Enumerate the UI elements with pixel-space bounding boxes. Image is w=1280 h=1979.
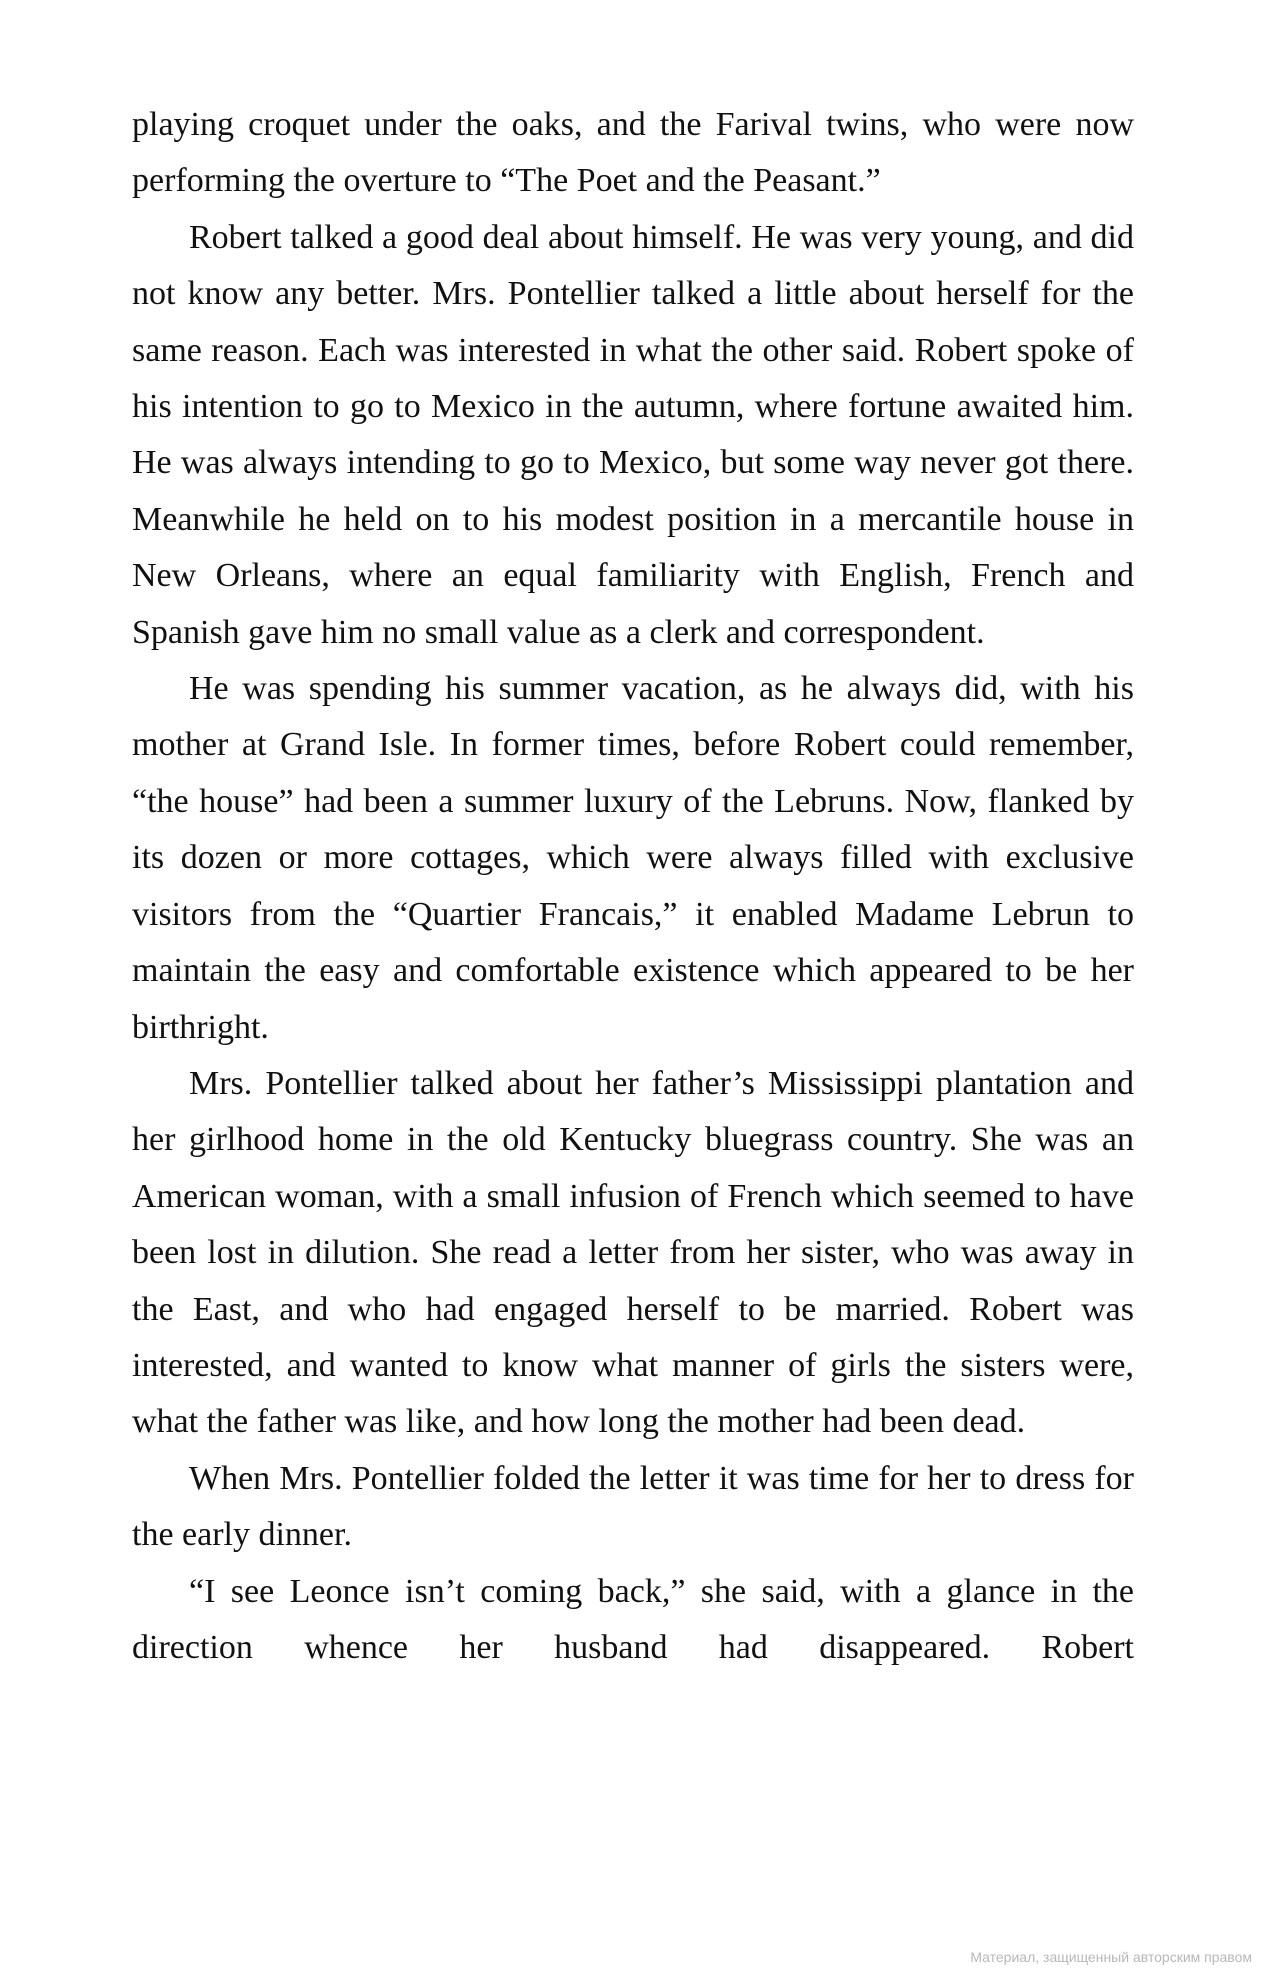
paragraph-3: He was spending his summer vacation, as he always did, with his mother at Grand Isle. In former times, before Robert could remember, “the house” had been a summer luxury of the Lebruns. Now, flanked by its dozen or more cottages, which were always filled with exclusive visitors from the “Quartier Francais,” it enabled Madame Lebrun to maintain the easy and comfortable existence which appeared to be her birthright. (132, 670, 1134, 1046)
paragraph-6: “I see Leonce isn’t coming back,” she said, with a glance in the direction whence her husband had disappeared. Robert (132, 1572, 1134, 1666)
paragraph-4: Mrs. Pontellier talked about her father’s Mississippi plantation and her girlhood home in the old Kentucky bluegrass country. She was an American woman, with a small infusion of French which seemed to have been lost in dilution. She read a letter from her sister, who was away in the East, and who had engaged herself to be married. Robert was interested, and wanted to know what manner of girls the sisters were, what the father was like, and how long the mother had been dead. (132, 1064, 1134, 1441)
paragraph-1: playing croquet under the oaks, and the Farival twins, who were now performing the overture to “The Poet and the Peasant.” (132, 106, 1134, 200)
copyright-watermark: Материал, защищенный авторским правом (970, 1949, 1252, 1965)
paragraph-2: Robert talked a good deal about himself. He was very young, and did not know any better. Mrs. Pontellier talked a little about herself for the same reason. Each was interested in what the other said. Robert spoke of his intention to go to Mexico in the autumn, where fortune awaited him. He was always intending to go to Mexico, but some way never got there. Meanwhile he held on to his modest position in a mercantile house in New Orleans, where an equal familiarity with English, French and Spanish gave him no small value as a clerk and correspondent. (132, 218, 1134, 651)
page-body (132, 97, 1134, 1676)
paragraph-5: When Mrs. Pontellier folded the letter it was time for her to dress for the early dinner. (132, 1459, 1134, 1554)
